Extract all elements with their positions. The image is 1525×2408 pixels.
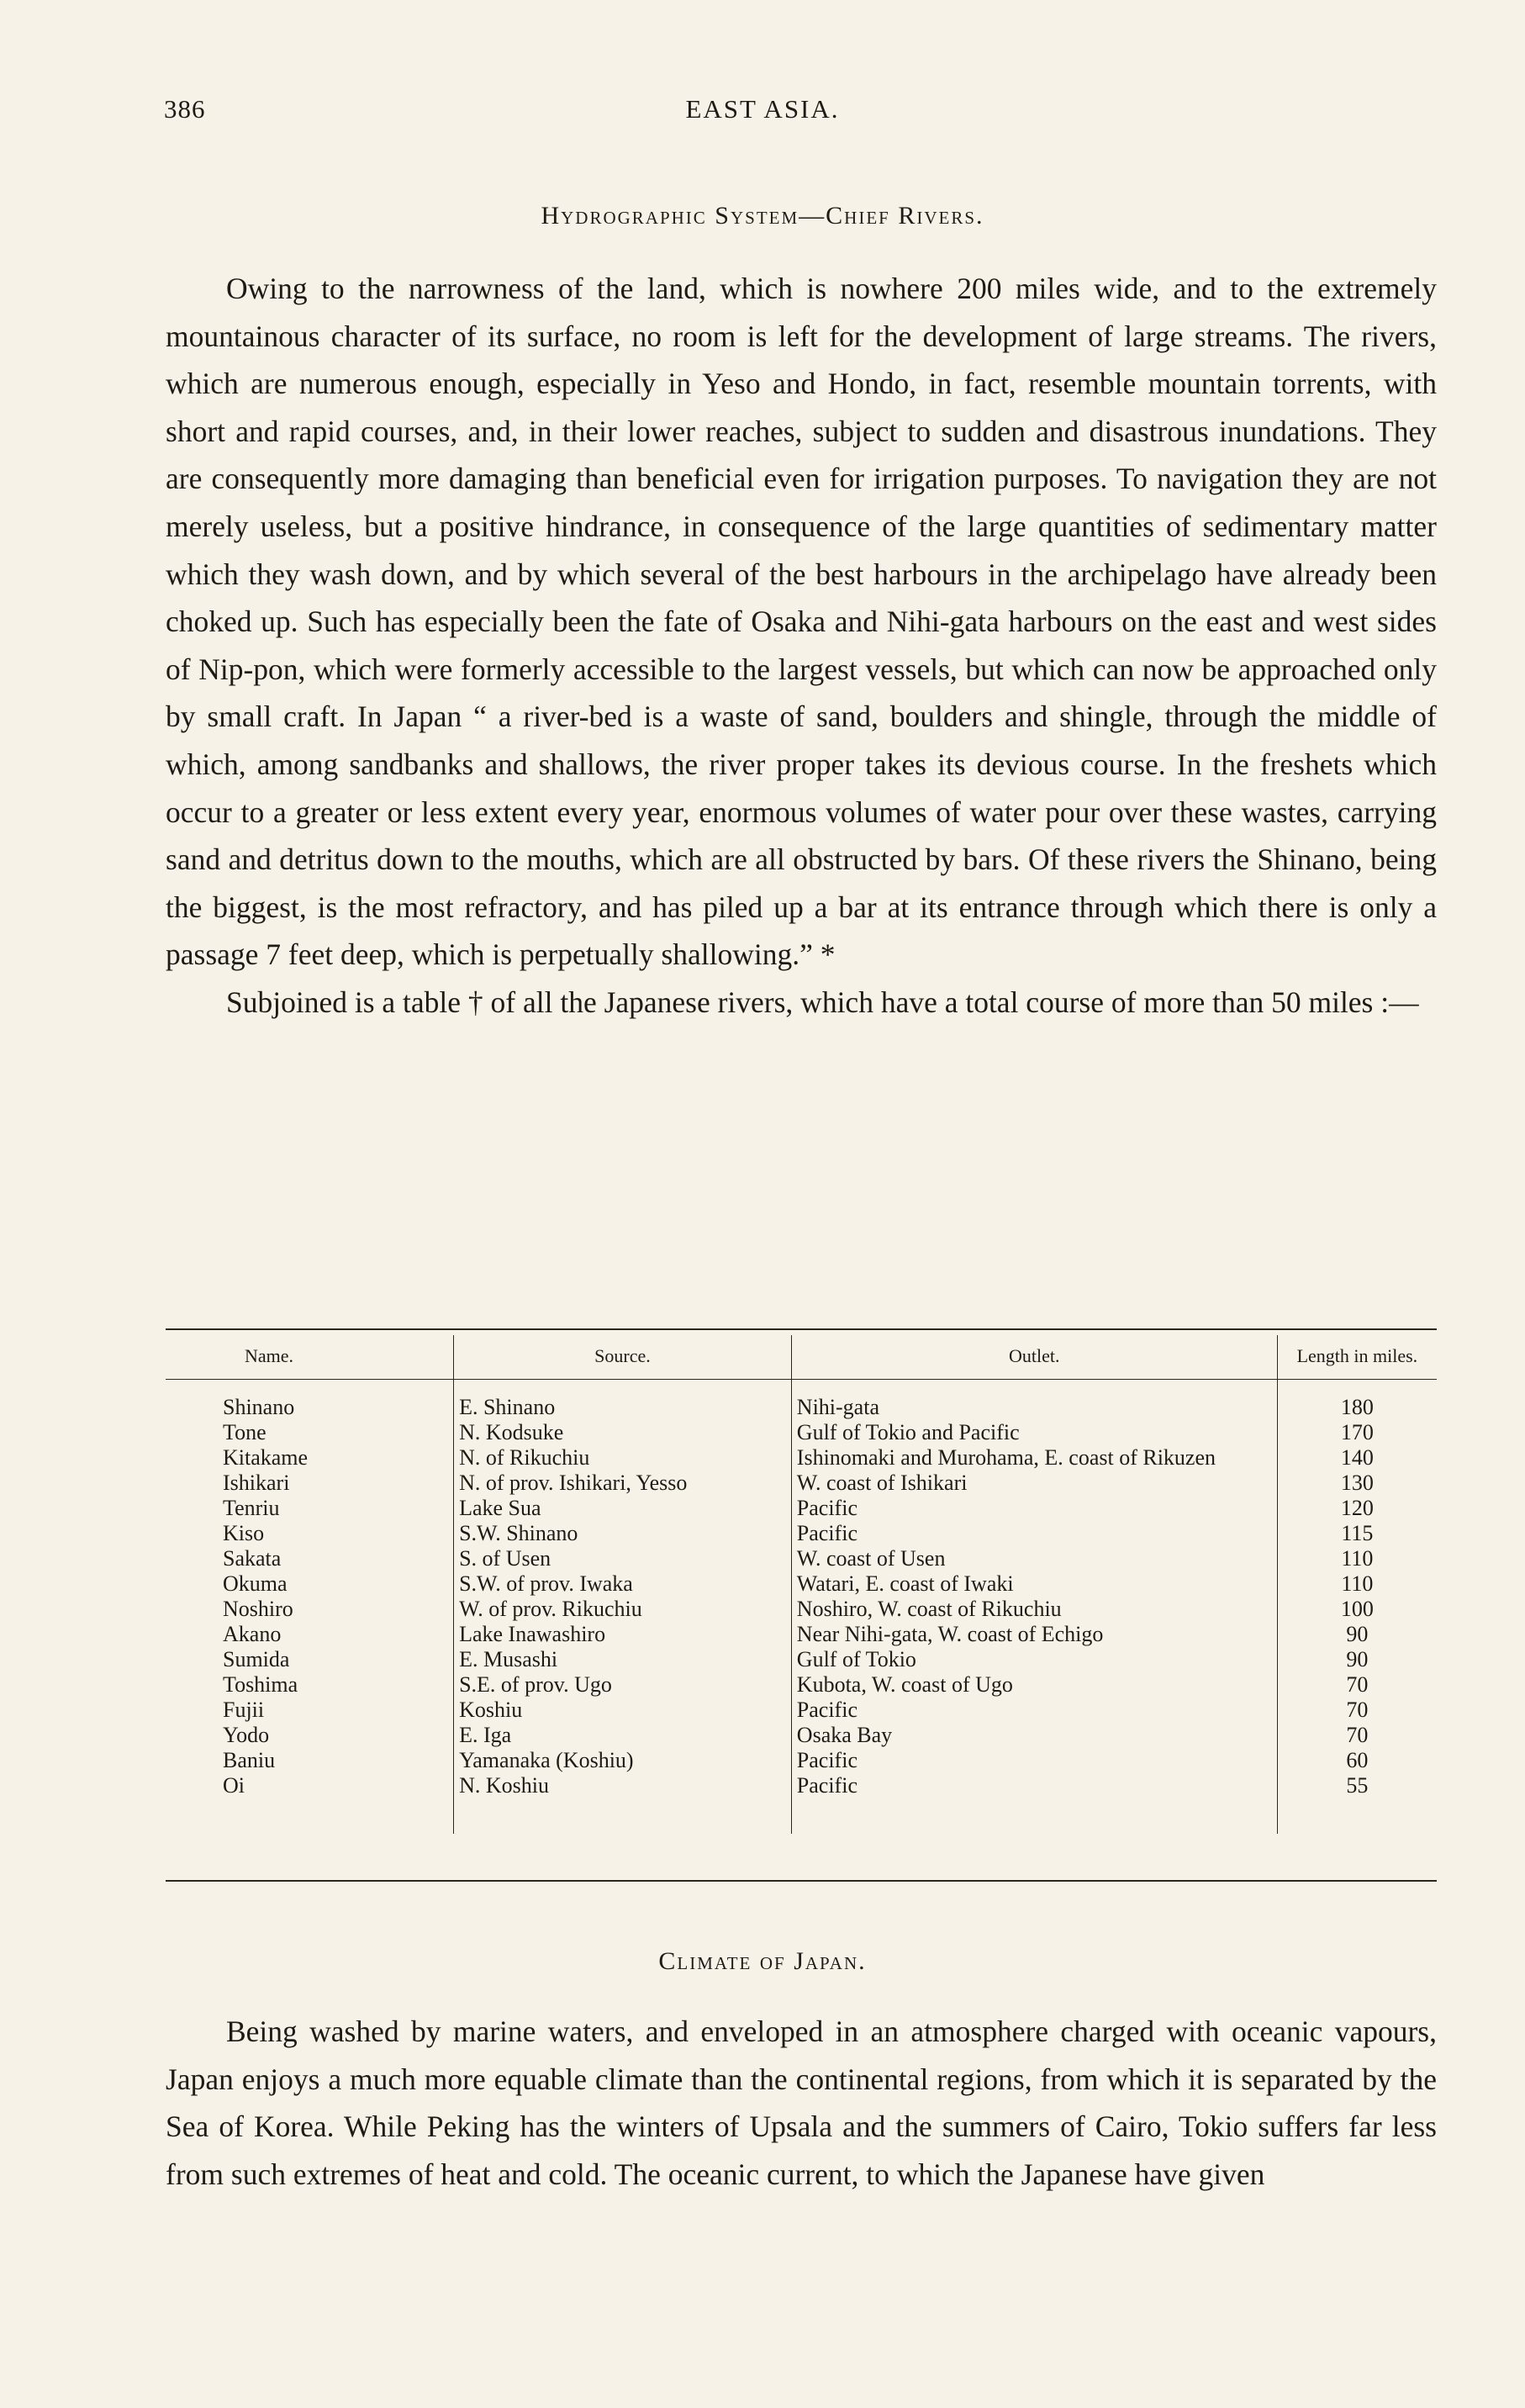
river-outlet xyxy=(791,1748,1277,1773)
river-name: Okuma xyxy=(223,1571,288,1596)
river-length: 120 xyxy=(1277,1496,1437,1521)
river-outlet-text: W. coast of Usen xyxy=(796,1546,946,1571)
table-row xyxy=(166,1748,1437,1773)
table-row xyxy=(166,1546,1437,1571)
river-name: Kiso xyxy=(223,1521,265,1545)
table-row xyxy=(166,1471,1437,1496)
river-outlet-text: Pacific xyxy=(796,1773,857,1798)
climate-text xyxy=(166,2008,1437,2198)
river-outlet xyxy=(791,1597,1277,1622)
river-length: 170 xyxy=(1277,1420,1437,1445)
table-row xyxy=(166,1521,1437,1546)
river-length: 55 xyxy=(1277,1773,1437,1834)
river-name: Sumida xyxy=(223,1647,290,1671)
river-length: 90 xyxy=(1277,1647,1437,1672)
river-name: Toshima xyxy=(223,1672,298,1697)
river-source: N. Kodsuke xyxy=(454,1420,792,1445)
river-name: Shinano xyxy=(223,1395,295,1419)
river-source: S.W. Shinano xyxy=(454,1521,792,1546)
table-row xyxy=(166,1647,1437,1672)
table-row xyxy=(166,1622,1437,1647)
river-length: 130 xyxy=(1277,1471,1437,1496)
river-outlet-text: Ishinomaki and Murohama, E. coast of Rikuzen xyxy=(796,1445,1216,1470)
table-row xyxy=(166,1723,1437,1748)
section-title-climate: Climate of Japan. xyxy=(658,1947,867,1975)
rivers-table xyxy=(166,1335,1437,1834)
table-header-row xyxy=(166,1335,1437,1380)
river-outlet xyxy=(791,1420,1277,1445)
column-header-source: Source. xyxy=(454,1335,792,1380)
river-length: 140 xyxy=(1277,1445,1437,1471)
river-name: Baniu xyxy=(223,1748,276,1772)
river-outlet-text: Watari, E. coast of Iwaki xyxy=(796,1571,1014,1596)
table-row xyxy=(166,1773,1437,1834)
table-row xyxy=(166,1445,1437,1471)
river-outlet xyxy=(791,1380,1277,1421)
running-title: EAST ASIA. xyxy=(685,94,840,124)
river-name: Tenriu xyxy=(223,1496,280,1520)
river-outlet xyxy=(791,1521,1277,1546)
river-length: 70 xyxy=(1277,1698,1437,1723)
river-outlet-text: Gulf of Tokio xyxy=(796,1647,916,1671)
river-outlet xyxy=(791,1647,1277,1672)
river-outlet xyxy=(791,1571,1277,1597)
river-source: S.E. of prov. Ugo xyxy=(454,1672,792,1698)
paragraph-climate: Being washed by marine waters, and enveloped in an atmosphere charged with oceanic vapours, Japan enjoys a much more equable climate than the continental regions, from which it is separated by the Sea of Korea. While Peking has the winters of Upsala and the summers of Cairo, Tokio suffers far less from such extremes of heat and cold. The oceanic current, to which the Japanese have given xyxy=(166,2015,1437,2191)
river-length: 70 xyxy=(1277,1672,1437,1698)
river-outlet-text: Pacific xyxy=(796,1521,857,1545)
table-bottom-rule xyxy=(166,1880,1437,1882)
table-row xyxy=(166,1571,1437,1597)
river-source: N. Koshiu xyxy=(454,1773,792,1834)
river-source: N. of Rikuchiu xyxy=(454,1445,792,1471)
river-source: Yamanaka (Koshiu) xyxy=(454,1748,792,1773)
river-outlet xyxy=(791,1773,1277,1834)
river-outlet xyxy=(791,1723,1277,1748)
paragraph-rivers-intro: Owing to the narrowness of the land, which is nowhere 200 miles wide, and to the extremely mountainous character of its surface, no room is left for the development of large streams. The rivers, which are numerous enough, especially in Yeso and Hondo, in fact, resemble mountain torrents, with short and rapid courses, and, in their lower reaches, subject to sudden and disastrous inundations. They are consequently more damaging than beneficial even for irrigation purposes. To navigation they are not merely useless, but a positive hindrance, in consequence of the large quantities of sedimentary matter which they wash down, and by which several of the best harbours in the archipelago have already been choked up. Such has especially been the fate of Osaka and Nihi-gata harbours on the east and west sides of Nip-pon, which were formerly accessible to the largest vessels, but which can now be approached only by small craft. In Japan “ a river-bed is a waste of sand, boulders and shingle, through the middle of which, among sandbanks and shallows, the river proper takes its devious course. In the freshets which occur to a greater or less extent every year, enormous volumes of water pour over these wastes, carrying sand and detritus down to the mouths, which are all obstructed by bars. Of these rivers the Shinano, being the biggest, is the most refractory, and has piled up a bar at its entrance through which there is only a passage 7 feet deep, which is perpetually shallowing.” * xyxy=(166,272,1437,972)
river-outlet xyxy=(791,1496,1277,1521)
river-length: 60 xyxy=(1277,1748,1437,1773)
river-length: 100 xyxy=(1277,1597,1437,1622)
river-length: 110 xyxy=(1277,1571,1437,1597)
table-row xyxy=(166,1698,1437,1723)
river-source: Lake Inawashiro xyxy=(454,1622,792,1647)
river-outlet-text: Nihi-gata xyxy=(796,1395,879,1419)
river-source: E. Musashi xyxy=(454,1647,792,1672)
river-outlet xyxy=(791,1622,1277,1647)
river-source: E. Iga xyxy=(454,1723,792,1748)
river-outlet-text: Noshiro, W. coast of Rikuchiu xyxy=(796,1597,1062,1621)
table-row xyxy=(166,1420,1437,1445)
river-outlet-text: Kubota, W. coast of Ugo xyxy=(796,1672,1013,1697)
river-name: Noshiro xyxy=(223,1597,293,1621)
river-outlet-text: Pacific xyxy=(796,1698,857,1722)
table-row xyxy=(166,1672,1437,1698)
river-outlet-text: Gulf of Tokio and Pacific xyxy=(796,1420,1020,1444)
river-name: Yodo xyxy=(223,1723,270,1747)
table-body xyxy=(166,1380,1437,1835)
river-length: 180 xyxy=(1277,1380,1437,1421)
river-outlet xyxy=(791,1546,1277,1571)
river-name: Oi xyxy=(223,1773,245,1798)
column-header-outlet: Outlet. xyxy=(791,1335,1277,1380)
river-source: E. Shinano xyxy=(454,1380,792,1421)
river-name: Tone xyxy=(223,1420,266,1444)
river-length: 115 xyxy=(1277,1521,1437,1546)
river-outlet-text: Near Nihi-gata, W. coast of Echigo xyxy=(796,1622,1104,1646)
page-number: 386 xyxy=(164,94,206,124)
river-outlet-text: Pacific xyxy=(796,1748,857,1772)
river-source: Lake Sua xyxy=(454,1496,792,1521)
table-row xyxy=(166,1380,1437,1421)
hydrographic-text xyxy=(166,265,1437,1027)
river-name: Sakata xyxy=(223,1546,282,1571)
column-header-length: Length in miles. xyxy=(1277,1335,1437,1380)
river-length: 70 xyxy=(1277,1723,1437,1748)
river-length: 110 xyxy=(1277,1546,1437,1571)
river-source: W. of prov. Rikuchiu xyxy=(454,1597,792,1622)
river-source: S.W. of prov. Iwaka xyxy=(454,1571,792,1597)
river-length: 90 xyxy=(1277,1622,1437,1647)
river-outlet-text: Osaka Bay xyxy=(796,1723,893,1747)
river-outlet-text: Pacific xyxy=(796,1496,857,1520)
river-outlet xyxy=(791,1672,1277,1698)
river-name: Kitakame xyxy=(223,1445,309,1470)
river-outlet-text: W. coast of Ishikari xyxy=(796,1471,968,1495)
river-name: Akano xyxy=(223,1622,282,1646)
river-outlet xyxy=(791,1445,1277,1471)
river-source: N. of prov. Ishikari, Yesso xyxy=(454,1471,792,1496)
river-name: Ishikari xyxy=(223,1471,290,1495)
river-source: S. of Usen xyxy=(454,1546,792,1571)
river-outlet xyxy=(791,1698,1277,1723)
paragraph-table-intro: Subjoined is a table † of all the Japanese rivers, which have a total course of more than 50 miles :— xyxy=(226,985,1419,1019)
river-source: Koshiu xyxy=(454,1698,792,1723)
table-top-rule xyxy=(166,1328,1437,1330)
table-row xyxy=(166,1597,1437,1622)
river-outlet xyxy=(791,1471,1277,1496)
section-title-hydrographic: Hydrographic System—Chief Rivers. xyxy=(541,202,984,230)
column-header-name: Name. xyxy=(166,1335,454,1380)
river-name: Fujii xyxy=(223,1698,265,1722)
table-row xyxy=(166,1496,1437,1521)
